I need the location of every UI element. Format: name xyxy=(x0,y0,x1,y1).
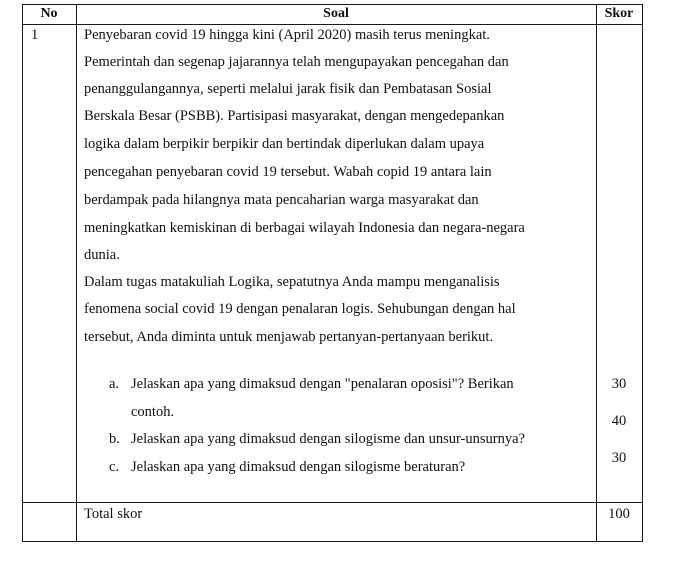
question-marker-b: b. xyxy=(109,431,120,447)
paragraph-line: Dalam tugas matakuliah Logika, sepatutnya Anda mampu menganalisis xyxy=(84,274,500,290)
question-c-line: Jelaskan apa yang dimaksud dengan silogisme beraturan? xyxy=(131,459,466,475)
paragraph-line: fenomena social covid 19 dengan penalaran logis. Sehubungan dengan hal xyxy=(84,301,516,317)
paragraph-line: logika dalam berpikir berpikir dan bertindak diperlukan dalam upaya xyxy=(84,136,485,152)
paragraph-line: pencegahan penyebaran covid 19 tersebut. Wabah copid 19 antara lain xyxy=(84,164,492,180)
table-left-border xyxy=(22,4,23,542)
score-a: 30 xyxy=(611,376,627,392)
paragraph-line: berdampak pada hilangnya mata pencaharian warga masyarakat dan xyxy=(84,192,479,208)
score-c: 30 xyxy=(611,450,627,466)
header-no: No xyxy=(40,6,58,21)
paragraph-line: penanggulangannya, seperti melalui jarak fisik dan Pembatasan Sosial xyxy=(84,81,492,97)
score-b: 40 xyxy=(611,413,627,429)
table-top-border xyxy=(22,4,643,5)
paragraph-line: Pemerintah dan segenap jajarannya telah mengupayakan pencegahan dan xyxy=(84,54,509,70)
header-skor: Skor xyxy=(604,6,634,21)
paragraph-line: Berskala Besar (PSBB). Partisipasi masyarakat, dengan mengedepankan xyxy=(84,108,505,124)
header-soal: Soal xyxy=(323,6,349,21)
total-value: 100 xyxy=(608,506,630,522)
row-bottom-border xyxy=(22,502,643,503)
table-bottom-border xyxy=(22,541,643,542)
question-marker-a: a. xyxy=(109,376,120,392)
question-a-line: Jelaskan apa yang dimaksud dengan "penalaran oposisi"? Berikan xyxy=(131,376,514,392)
header-bottom-border xyxy=(22,24,643,25)
question-a-line: contoh. xyxy=(131,404,175,420)
paragraph-line: Penyebaran covid 19 hingga kini (April 2020) masih terus meningkat. xyxy=(84,27,490,43)
paragraph-line: dunia. xyxy=(84,247,120,263)
question-marker-c: c. xyxy=(109,459,120,475)
paragraph-line: meningkatkan kemiskinan di berbagai wilayah Indonesia dan negara-negara xyxy=(84,220,525,236)
total-label: Total skor xyxy=(84,506,143,522)
paragraph-line: tersebut, Anda diminta untuk menjawab pertanyan-pertanyaan berikut. xyxy=(84,329,494,345)
question-b-line: Jelaskan apa yang dimaksud dengan silogisme dan unsur-unsurnya? xyxy=(131,431,525,447)
col-divider-no xyxy=(76,4,77,542)
row-number: 1 xyxy=(31,27,39,43)
